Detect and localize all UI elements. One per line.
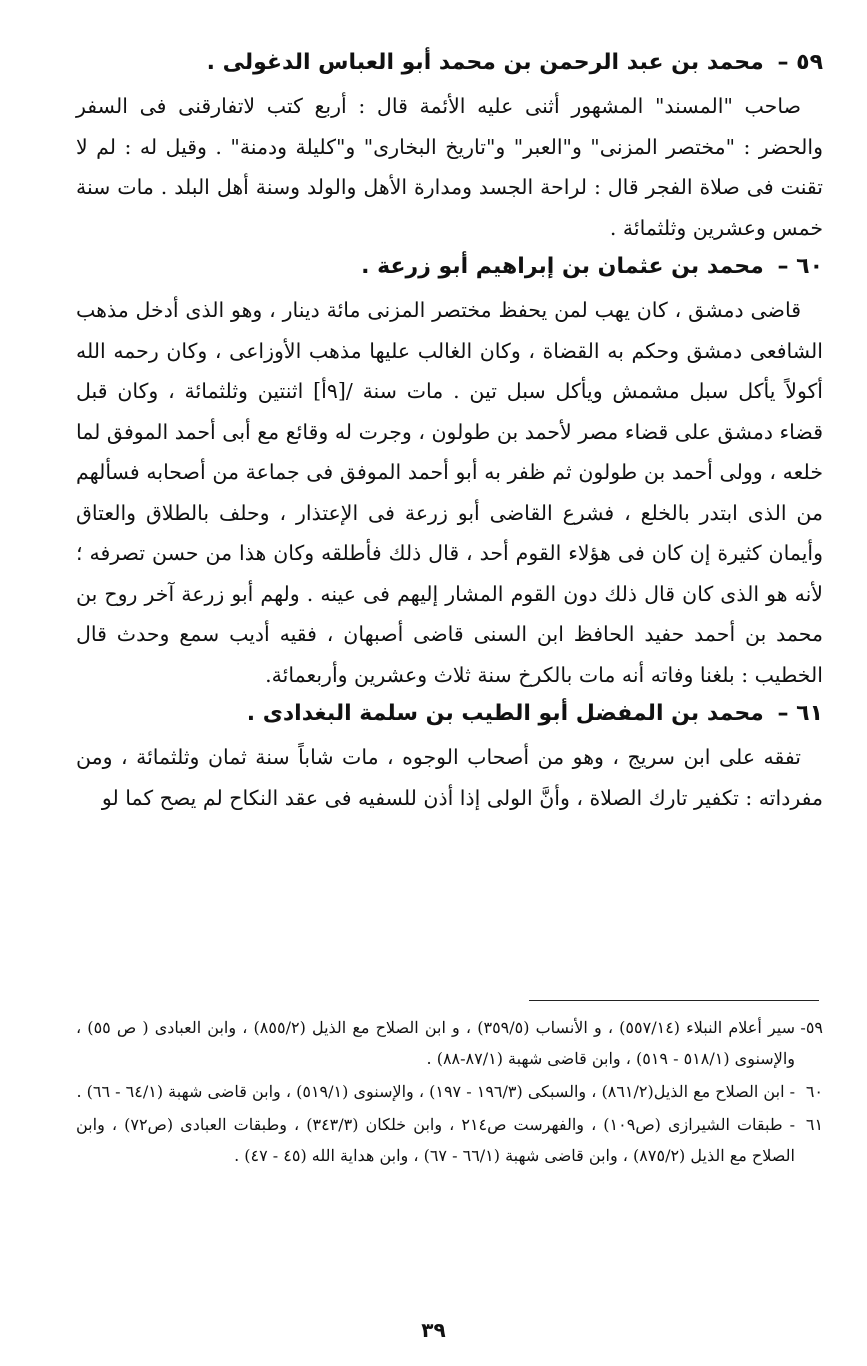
entry-60	[76, 252, 823, 695]
footnote-60	[76, 1076, 823, 1107]
footnote-number: ٦١	[805, 1115, 824, 1134]
main-text	[76, 46, 823, 822]
entry-paragraph: قاضى دمشق ، كان يهب لمن يحفظ مختصر المزنى مائة دينار ، وهو الذى أدخل مذهب الشافعى دمشق وحكم به القضاة ، وكان الغالب عليها مذهب الأوزاعى ، وكان رحمه الله أكولاً يأكل سبل مشمش ويأكل سبل تين . مات سنة /[٩أ] اثنتين وثلثمائة ، وكان قبل قضاء دمشق على قضاء مصر لأحمد بن طولون ، وجرت له وقائع مع أبى أحمد الموفق لما خلعه ، وولى أحمد بن طولون ثم ظفر به أبو أحمد الموفق فى جماعة من أصحابه فسألهم من الذى ابتدر بالخلع ، فشرع القاضى أبو زرعة فى الإعتذار ، وحلف بالطلاق والعتاق وأيمان كثيرة إن كان فى هؤلاء القوم أحد ، قال ذلك فأطلقه وكان هذا من حسن تصرفه ؛ لأنه هو الذى كان قال ذلك دون القوم المشار إليهم فى عينه . ولهم أبو زرعة آخر روح بن محمد بن أحمد حفيد الحافظ ابن السنى قاضى أصبهان ، فقيه أديب سمع وحدث قال الخطيب : بلغنا وفاته أنه مات بالكرخ سنة ثلاث وعشرين وأربعمائة.	[76, 298, 823, 687]
footnote-number: ٦٠	[805, 1082, 823, 1101]
entry-paragraph: صاحب "المسند" المشهور أثنى عليه الأئمة قال : أربع كتب لاتفارقنى فى السفر والحضر : "مختصر المزنى" و"العبر" و"تاريخ البخارى" و"كليلة ودمنة" . وقيل له : لم لا تقنت فى صلاة الفجر قال : لراحة الجسد ومدارة الأهل والولد وسنة أهل البلد . مات سنة خمس وعشرين وثلثمائة .	[76, 94, 823, 240]
entry-name: محمد بن المفضل أبو الطيب بن سلمة البغدادى .	[246, 701, 764, 726]
entry-59	[76, 48, 823, 248]
entry-number: ٥٩ –	[777, 50, 823, 75]
footnote-text: سير أعلام النبلاء (٥٥٧/١٤) ، و الأنساب (٣٥٩/٥) ، و ابن الصلاح مع الذيل (٨٥٥/٢) ، وابن العبادى ( ص ٥٥) ، والإسنوى (٥١٨/١ - ٥١٩) ، وابن قاضى شهبة (٨٧/١-٨٨) .	[76, 1018, 796, 1068]
footnote-number: ٥٩-	[800, 1018, 824, 1037]
entry-61	[76, 699, 823, 818]
page-number: ٣٩	[421, 1318, 446, 1342]
footnote-divider	[529, 1000, 819, 1001]
footnote-59	[76, 1012, 823, 1074]
entry-number: ٦٠ –	[777, 254, 823, 279]
entry-heading	[76, 699, 823, 729]
entry-name: محمد بن عبد الرحمن بن محمد أبو العباس الدغولى .	[206, 50, 764, 75]
footnote-text: - ابن الصلاح مع الذيل(٨٦١/٢) ، والسبكى (١٩٦/٣ - ١٩٧) ، والإسنوى (٥١٩/١) ، وابن قاضى شهبة (٦٤/١ - ٦٦) .	[76, 1082, 795, 1101]
entry-heading	[76, 252, 823, 282]
footnote-text: - طبقات الشيرازى (ص١٠٩) ، والفهرست ص٢١٤ ، وابن خلكان (٣٤٣/٣) ، وطبقات العبادى (ص٧٢) ، وابن الصلاح مع الذيل (٨٧٥/٢) ، وابن قاضى شهبة (٦٦/١ - ٦٧) ، وابن هداية الله (٤٥ - ٤٧) .	[76, 1115, 796, 1165]
entry-name: محمد بن عثمان بن إبراهيم أبو زرعة .	[361, 254, 764, 279]
footnote-61	[76, 1109, 823, 1171]
entry-heading	[76, 48, 823, 78]
entry-paragraph: تفقه على ابن سريج ، وهو من أصحاب الوجوه ، مات شاباً سنة ثمان وثلثمائة ، ومن مفرداته : تكفير تارك الصلاة ، وأنَّ الولى إذا أذن للسفيه فى عقد النكاح لم يصح كما لو	[76, 745, 823, 810]
entry-number: ٦١ –	[777, 701, 823, 726]
footnotes	[76, 1012, 823, 1173]
